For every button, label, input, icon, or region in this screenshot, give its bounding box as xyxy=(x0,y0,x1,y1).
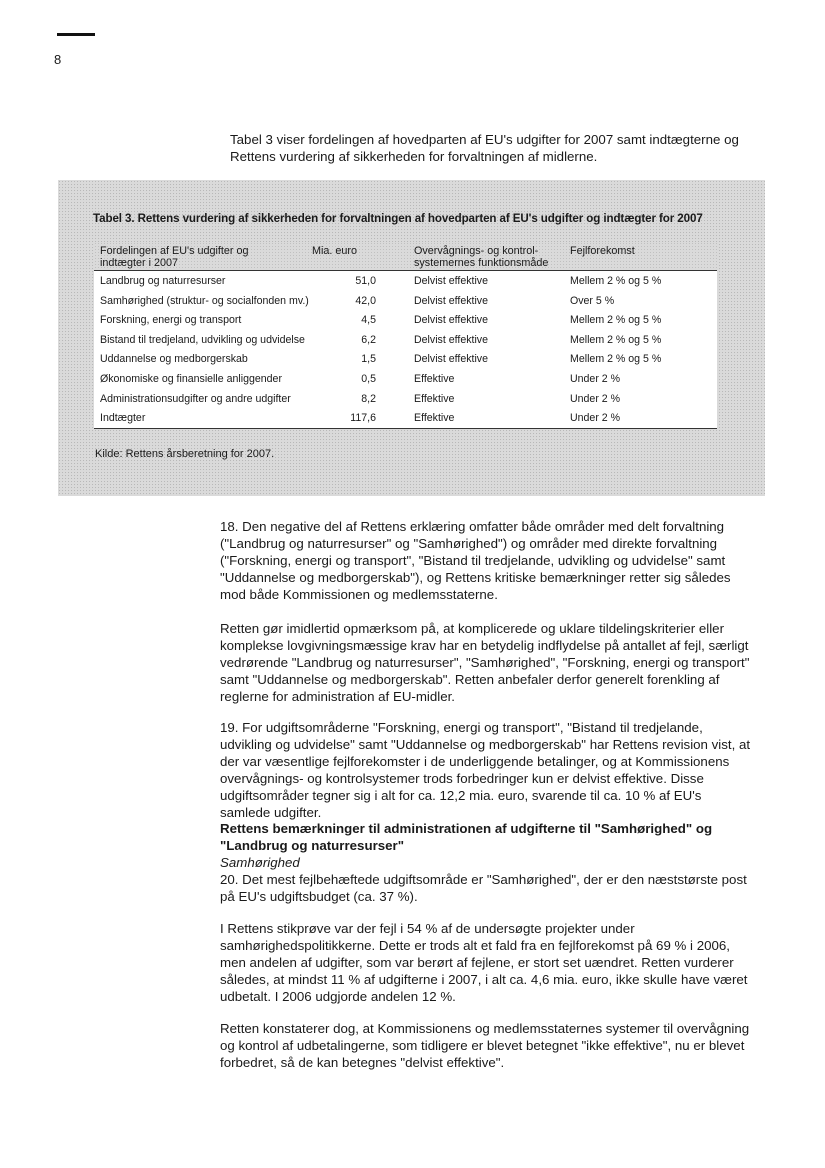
cell-error-rate: Under 2 % xyxy=(570,412,621,425)
paragraph-20b xyxy=(220,920,755,1005)
table-body xyxy=(94,271,717,428)
cell-amount: 8,2 xyxy=(361,392,376,405)
table-caption: Tabel 3. Rettens vurdering af sikkerheden for forvaltningen af hovedparten af EU's udgifter og indtægter for 2007 xyxy=(93,212,703,225)
cell-amount: 117,6 xyxy=(350,412,376,425)
cell-error-rate: Mellem 2 % og 5 % xyxy=(570,275,662,287)
cell-category: Administrationsudgifter og andre udgifter xyxy=(100,392,291,405)
paragraph-text: 18. Den negative del af Rettens erklæring omfatter både områder med delt forvaltning ("Landbrug og naturresurser" og "Samhørighed") og områder med direkte forvaltning ("Forskning, energi og transport", "Bistand til tredjelande, udvikling og udvidelse" samt "Uddannelse og medborgerskab"), og Rettens kritiske bemærkninger retter sig således mod både Kommissionen og medlemsstaterne. xyxy=(220,519,731,602)
cell-error-rate: Over 5 % xyxy=(570,294,615,307)
cell-systems: Delvist effektive xyxy=(414,314,488,327)
cell-category: Forskning, energi og transport xyxy=(100,314,242,327)
paragraph-text: 19. For udgiftsområderne "Forskning, energi og transport", "Bistand til tredjelande, udvikling og udvidelse" samt "Uddannelse og medborgerskab" har Rettens revision vist, at der var væsentlige fejlforekomster i de underliggende betalinger, og at Kommissionens overvågnings- og kontrolsystemer trods forbedringer kun er delvist effektive. Disse udgiftsområder tegner sig i alt for ca. 12,2 mia. euro, svarende til ca. 10 % af EU's samlede udgifter. xyxy=(220,720,751,820)
cell-amount: 51,0 xyxy=(355,275,376,287)
paragraph-18 xyxy=(220,518,755,603)
table-row xyxy=(94,271,717,291)
paragraph-text: Retten konstaterer dog, at Kommissionens og medlemsstaternes systemer til overvågning og kontrol af udbetalingerne, som tidligere er blevet betegnet "ikke effektive", nu er blevet forbedret, så de kan betegnes "delvist effektive". xyxy=(220,1021,750,1070)
table-row xyxy=(94,349,717,369)
cell-amount: 1,5 xyxy=(361,353,376,366)
cell-systems: Delvist effektive xyxy=(414,333,488,346)
cell-error-rate: Mellem 2 % og 5 % xyxy=(570,314,662,327)
paragraph-20c xyxy=(220,1020,755,1071)
cell-error-rate: Under 2 % xyxy=(570,392,621,405)
cell-category: Indtægter xyxy=(100,412,146,425)
paragraph-text: I Rettens stikprøve var der fejl i 54 % af de undersøgte projekter under samhørighedspolitikkerne. Dette er trods alt et fald fra en fejlforekomst på 69 % i 2006, men andelen af udgifter, som var berørt af fejlene, er stort set uændret. Retten vurderer således, at mindst 11 % af udgifterne i 2007, i alt ca. 4,6 mia. euro, ikke skulle have været udbetalt. I 2006 udgjorde andelen 12 %. xyxy=(220,921,748,1004)
cell-category: Økonomiske og finansielle anliggender xyxy=(100,372,282,385)
cell-amount: 6,2 xyxy=(361,333,376,346)
table-row xyxy=(94,369,717,389)
cell-systems: Effektive xyxy=(414,412,455,425)
cell-category: Landbrug og naturresurser xyxy=(100,275,226,287)
cell-systems: Delvist effektive xyxy=(414,275,488,287)
cell-amount: 4,5 xyxy=(361,314,376,327)
data-table xyxy=(94,242,717,429)
cell-amount: 0,5 xyxy=(361,372,376,385)
table-row xyxy=(94,330,717,350)
cell-systems: Effektive xyxy=(414,372,455,385)
cell-error-rate: Mellem 2 % og 5 % xyxy=(570,353,662,366)
header-rule xyxy=(57,33,95,36)
intro-paragraph: Tabel 3 viser fordelingen af hovedparten af EU's udgifter for 2007 samt indtægterne og Rettens vurdering af sikkerheden for forvaltningen af midlerne. xyxy=(230,132,739,164)
table-source: Kilde: Rettens årsberetning for 2007. xyxy=(95,448,275,460)
paragraph-text: 20. Det mest fejlbehæftede udgiftsområde er "Samhørighed", der er den næststørste post på EU's udgiftsbudget (ca. 37 %). xyxy=(220,872,747,904)
paragraph-19 xyxy=(220,719,755,821)
header-error-rate: Fejlforekomst xyxy=(570,245,635,257)
section-heading: Rettens bemærkninger til administrationen af udgifterne til "Samhørighed" og "Landbrug og naturresurser" xyxy=(220,821,713,853)
cell-systems: Delvist effektive xyxy=(414,353,488,366)
cell-error-rate: Under 2 % xyxy=(570,372,621,385)
cell-amount: 42,0 xyxy=(355,294,376,307)
section-heading-block xyxy=(220,820,755,905)
header-amount: Mia. euro xyxy=(312,245,358,257)
cell-systems: Effektive xyxy=(414,392,455,405)
table-row xyxy=(94,310,717,330)
paragraph-text: Retten gør imidlertid opmærksom på, at komplicerede og uklare tildelingskriterier eller komplekse lovgivningsmæssige krav har en betydelig indflydelse på antallet af fejl, særligt vedrørende "Landbrug og naturresurser", "Samhørighed", "Forskning, energi og transport" samt "Uddannelse og medborgerskab". Retten anbefaler derfor generelt forenkling af reglerne for administration af EU-midler. xyxy=(220,621,750,704)
table-header xyxy=(94,242,717,271)
table-row xyxy=(94,389,717,409)
cell-category: Uddannelse og medborgerskab xyxy=(100,353,248,366)
table-row xyxy=(94,408,717,428)
cell-category: Samhørighed (struktur- og socialfonden mv.) xyxy=(100,294,309,307)
paragraph-18b xyxy=(220,620,755,705)
cell-systems: Delvist effektive xyxy=(414,294,488,307)
page-number: 8 xyxy=(54,52,62,67)
header-category: Fordelingen af EU's udgifter og indtægter i 2007 xyxy=(100,245,249,269)
cell-category: Bistand til tredjeland, udvikling og udvidelse xyxy=(100,333,305,346)
section-subheading: Samhørighed xyxy=(220,855,300,870)
header-systems: Overvågnings- og kontrol-systemernes funktionsmåde xyxy=(414,245,549,269)
table-box xyxy=(58,180,765,496)
cell-error-rate: Mellem 2 % og 5 % xyxy=(570,333,662,346)
table-row xyxy=(94,291,717,311)
table-bottom-rule xyxy=(94,428,717,429)
